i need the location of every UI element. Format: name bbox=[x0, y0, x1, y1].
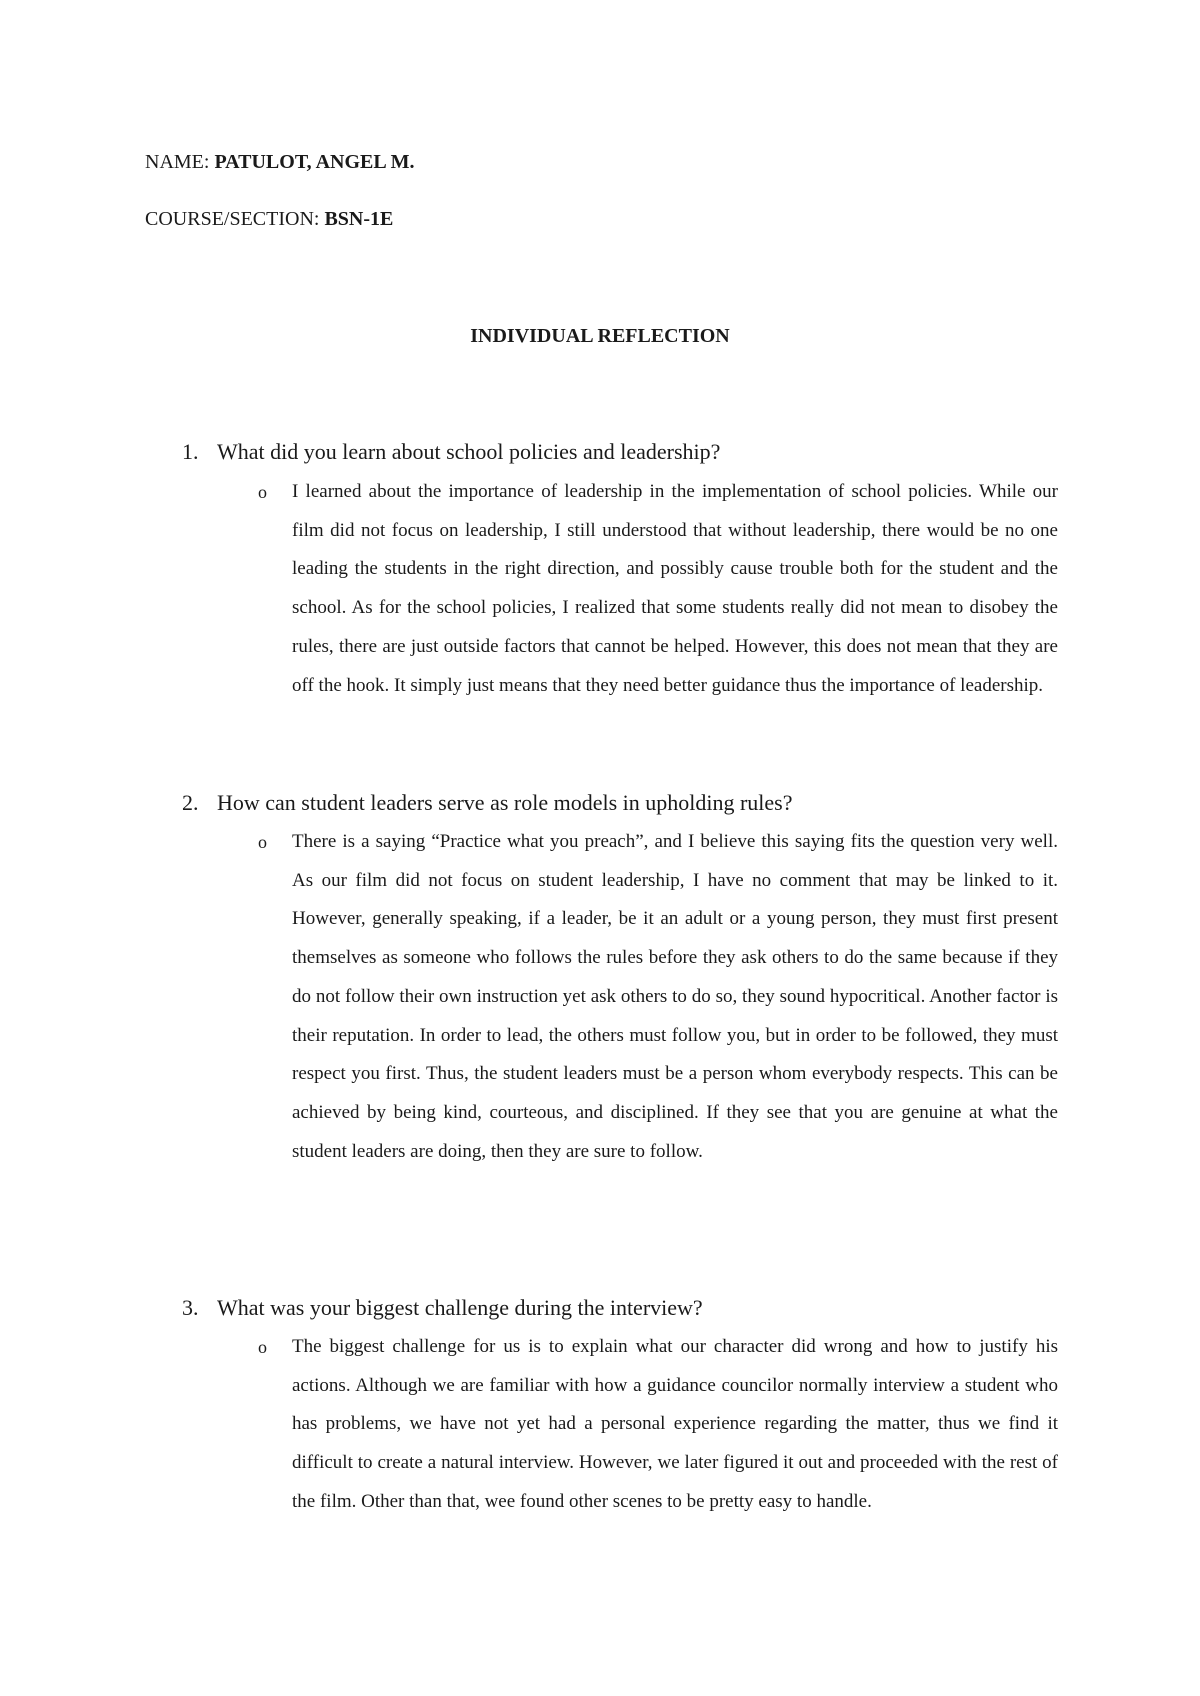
course-section-line bbox=[145, 207, 393, 231]
course-value: BSN-1E bbox=[324, 208, 394, 230]
name-value: PATULOT, ANGEL M. bbox=[214, 151, 415, 173]
answer-2: There is a saying “Practice what you preach”, and I believe this saying fits the question very well. As our film did not focus on student leadership, I have no comment that may be linked to it. However, generally speaking, if a leader, be it an adult or a young person, they must first present themselves as someone who follows the rules before they ask others to do the same because if they do not follow their own instruction yet ask others to do so, they sound hypocritical. Another factor is their reputation. In order to lead, the others must follow you, but in order to be followed, they must respect you first. Thus, the student leaders must be a person whom everybody respects. This can be achieved by being kind, courteous, and disciplined. If they see that you are genuine at what the student leaders are doing, then they are sure to follow. bbox=[292, 831, 1058, 1162]
question-text: What did you learn about school policies and leadership? bbox=[217, 439, 721, 464]
bullet-icon: o bbox=[258, 832, 267, 852]
question-3 bbox=[182, 1295, 703, 1321]
question-number: 1. bbox=[182, 439, 199, 464]
question-number: 2. bbox=[182, 790, 199, 815]
answer-3: The biggest challenge for us is to explain what our character did wrong and how to justify his actions. Although we are familiar with how a guidance councilor normally interview a student who has problems, we have not yet had a personal experience regarding the matter, thus we find it difficult to create a natural interview. However, we later figured it out and proceeded with the rest of the film. Other than that, wee found other scenes to be pretty easy to handle. bbox=[292, 1336, 1058, 1512]
answer-1: I learned about the importance of leadership in the implementation of school policies. While our film did not focus on leadership, I still understood that without leadership, there would be no one leading the students in the right direction, and possibly cause trouble both for the student and the school. As for the school policies, I realized that some students really did not mean to disobey the rules, there are just outside factors that cannot be helped. However, this does not mean that they are off the hook. It simply just means that they need better guidance thus the importance of leadership. bbox=[292, 481, 1058, 696]
question-2 bbox=[182, 790, 793, 816]
course-label: COURSE/SECTION: bbox=[145, 208, 325, 230]
student-name-line bbox=[145, 150, 414, 174]
question-text: How can student leaders serve as role models in upholding rules? bbox=[217, 790, 793, 815]
bullet-icon: o bbox=[258, 482, 267, 502]
question-text: What was your biggest challenge during the interview? bbox=[217, 1295, 703, 1320]
question-1 bbox=[182, 439, 720, 465]
bullet-icon: o bbox=[258, 1337, 267, 1357]
question-number: 3. bbox=[182, 1295, 199, 1320]
document-title: INDIVIDUAL REFLECTION bbox=[470, 325, 730, 347]
name-label: NAME: bbox=[145, 151, 215, 173]
